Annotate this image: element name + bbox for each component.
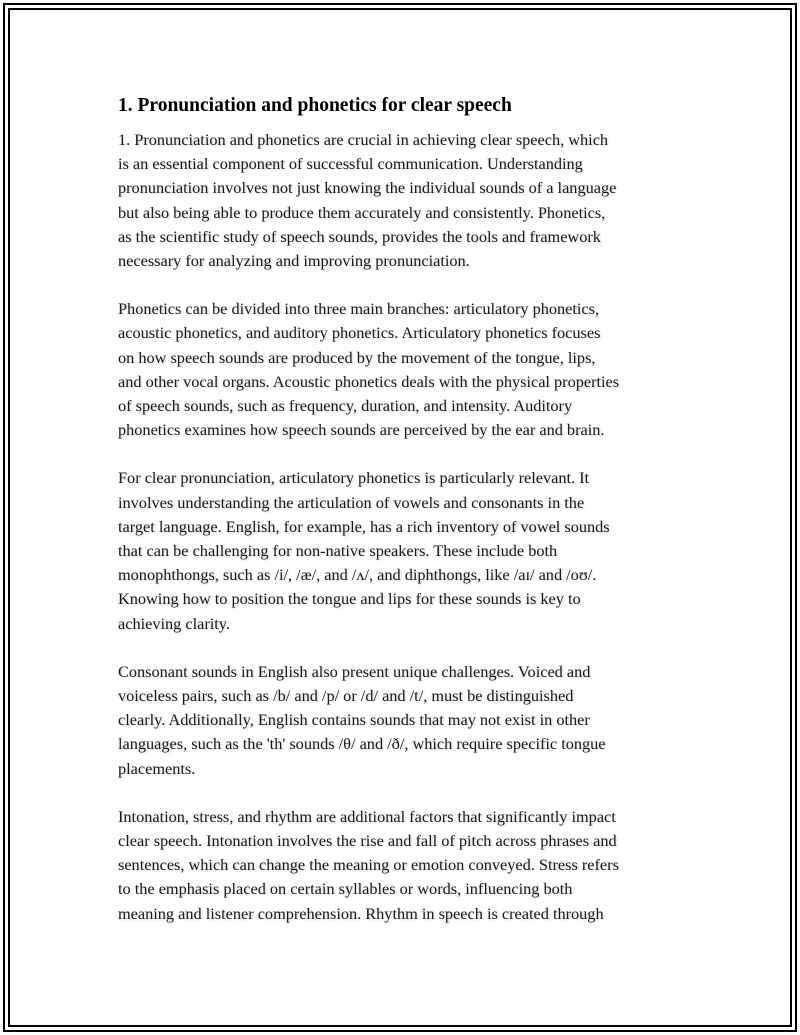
paragraph-line: meaning and listener comprehension. Rhythm in speech is created through bbox=[118, 903, 604, 923]
paragraph-line: Phonetics can be divided into three main branches: articulatory phonetics, bbox=[118, 299, 600, 319]
paragraph-line: pronunciation involves not just knowing the individual sounds of a language bbox=[118, 178, 617, 198]
paragraph-line: languages, such as the 'th' sounds /θ/ and /ð/, which require specific tongue bbox=[118, 734, 606, 754]
paragraph-line: acoustic phonetics, and auditory phonetics. Articulatory phonetics focuses bbox=[118, 323, 601, 343]
paragraph-line: 1. Pronunciation and phonetics are crucial in achieving clear speech, which bbox=[118, 130, 609, 149]
paragraph-line: monophthongs, such as /i/, /æ/, and /ʌ/, and diphthongs, like /aɪ/ and /oʊ/. bbox=[118, 565, 597, 585]
paragraph-line: of speech sounds, such as frequency, duration, and intensity. Auditory bbox=[118, 396, 573, 416]
paragraph-line: achieving clarity. bbox=[118, 613, 230, 633]
paragraph-line: placements. bbox=[118, 758, 196, 778]
paragraph-line: as the scientific study of speech sounds, provides the tools and framework bbox=[118, 226, 601, 246]
paragraph-line: voiceless pairs, such as /b/ and /p/ or /d/ and /t/, must be distinguished bbox=[118, 686, 574, 706]
body-paragraph bbox=[118, 128, 698, 273]
paragraph-line: necessary for analyzing and improving pronunciation. bbox=[118, 251, 470, 271]
paragraph-line: target language. English, for example, has a rich inventory of vowel sounds bbox=[118, 516, 610, 536]
paragraph-line: sentences, which can change the meaning or emotion conveyed. Stress refers bbox=[118, 855, 619, 875]
section-heading: 1. Pronunciation and phonetics for clear speech bbox=[118, 95, 512, 116]
paragraph-list bbox=[118, 128, 698, 926]
paragraph-line: Knowing how to position the tongue and lips for these sounds is key to bbox=[118, 589, 581, 609]
paragraph-line: on how speech sounds are produced by the movement of the tongue, lips, bbox=[118, 347, 596, 367]
paragraph-line: Intonation, stress, and rhythm are additional factors that significantly impact bbox=[118, 806, 616, 826]
paragraph-line: to the emphasis placed on certain syllables or words, influencing both bbox=[118, 879, 573, 899]
paragraph-line: For clear pronunciation, articulatory phonetics is particularly relevant. It bbox=[118, 468, 590, 488]
paragraph-line: involves understanding the articulation of vowels and consonants in the bbox=[118, 492, 585, 512]
paragraph-line: Consonant sounds in English also present unique challenges. Voiced and bbox=[118, 661, 591, 681]
document-body bbox=[118, 94, 698, 926]
paragraph-line: phonetics examines how speech sounds are perceived by the ear and brain. bbox=[118, 420, 605, 440]
paragraph-line: clearly. Additionally, English contains sounds that may not exist in other bbox=[118, 710, 590, 730]
paragraph-line: but also being able to produce them accurately and consistently. Phonetics, bbox=[118, 202, 606, 222]
paragraph-line: and other vocal organs. Acoustic phonetics deals with the physical properties bbox=[118, 371, 620, 391]
paragraph-line: clear speech. Intonation involves the rise and fall of pitch across phrases and bbox=[118, 831, 617, 851]
body-paragraph bbox=[118, 660, 698, 781]
body-paragraph bbox=[118, 297, 698, 442]
body-paragraph bbox=[118, 466, 698, 635]
body-paragraph bbox=[118, 805, 698, 926]
paragraph-line: that can be challenging for non-native speakers. These include both bbox=[118, 541, 558, 561]
paragraph-line: is an essential component of successful communication. Understanding bbox=[118, 154, 583, 174]
